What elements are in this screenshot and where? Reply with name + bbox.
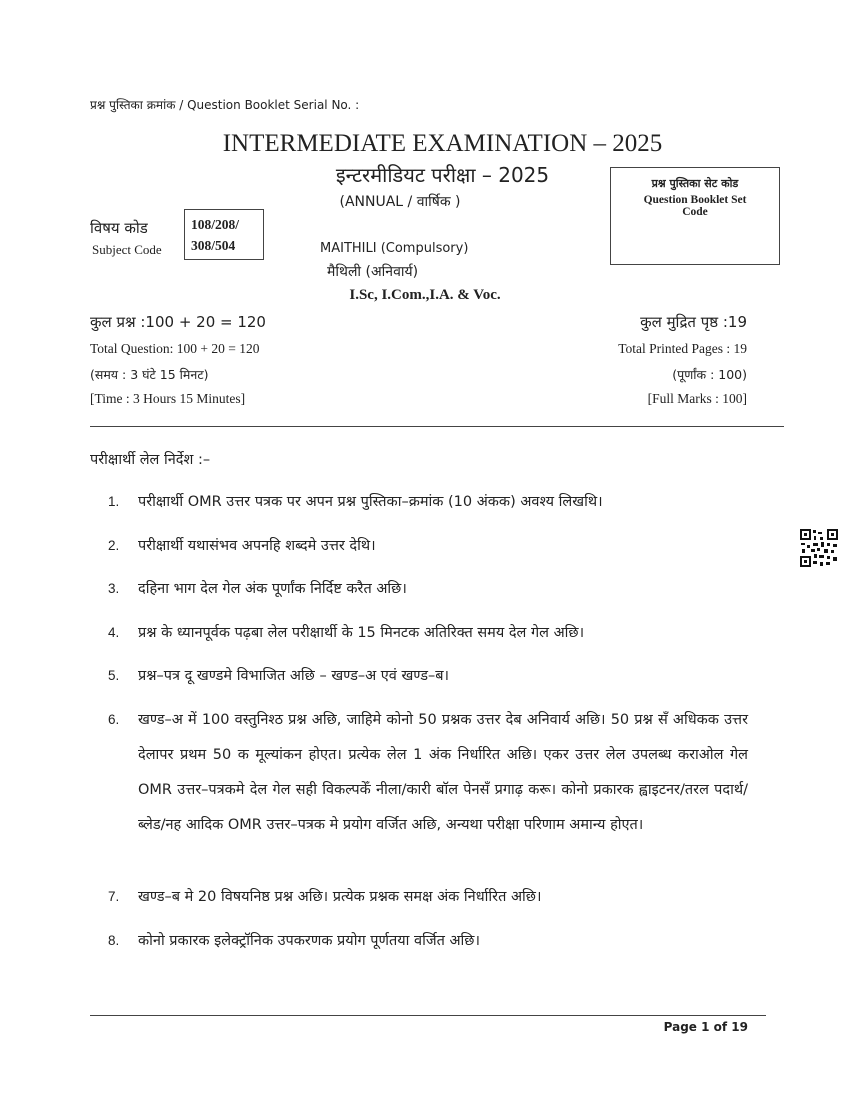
subject-code-value-line2: 308/504	[191, 238, 236, 253]
time-english: [Time : 3 Hours 15 Minutes]	[90, 391, 246, 406]
subject-code-box	[184, 209, 264, 260]
instruction-number: 2.	[108, 538, 120, 553]
time-hindi: (समय : 3 घंटे 15 मिनट)	[90, 367, 209, 382]
stream-list: I.Sc, I.Com.,I.A. & Voc.	[349, 287, 501, 303]
instruction-text: खण्ड–अ में 100 वस्तुनिश्ठ प्रश्न अछि, जाहिमे कोनो 50 प्रश्नक उत्तर देब अनिवार्य अछि। 50 प्रश्न सँ अधिकक उत्तर देलापर प्रथम 50 क मूल्यांकन होएत। प्रत्येक लेल 1 अंक निर्धारित अछि। एकर उत्तर लेल उपलब्ध कराओल गेल OMR उत्तर–पत्रकमे देल गेल सही विकल्पकेँ नीला/कारी बॉल पेनसँ प्रगाढ़ करू। कोनो प्रकारक ह्वाइटनर/तरल पदार्थ/ब्लेड/नह आदिक OMR उत्तर–पत्रक मे प्रयोग वर्जित अछि, अन्यथा परीक्षा परिणाम अमान्य होएत।	[138, 712, 748, 833]
full-marks-english: [Full Marks : 100]	[647, 391, 747, 406]
subject-name-hindi: मैथिली (अनिवार्य)	[327, 264, 419, 280]
instruction-number: 8.	[108, 933, 120, 948]
instruction-text: खण्ड–ब मे 20 विषयनिष्ठ प्रश्न अछि। प्रत्येक प्रश्नक समक्ष अंक निर्धारित अछि।	[138, 889, 542, 905]
header-divider	[90, 426, 784, 427]
total-pages-hindi: कुल मुद्रित पृष्ठ :19	[640, 313, 747, 331]
instruction-number: 4.	[108, 625, 120, 640]
total-questions-english: Total Question: 100 + 20 = 120	[90, 341, 260, 356]
instruction-text: परीक्षार्थी OMR उत्तर पत्रक पर अपन प्रश्न पुस्तिका–क्रमांक (10 अंकक) अवश्य लिखथि।	[138, 494, 603, 510]
instruction-number: 7.	[108, 889, 120, 904]
exam-type: (ANNUAL / वार्षिक )	[339, 194, 461, 210]
subject-code-label-english: Subject Code	[92, 242, 162, 257]
full-marks-hindi: (पूर्णांक : 100)	[672, 367, 747, 382]
instruction-text: प्रश्न–पत्र दू खण्डमे विभाजित अछि – खण्ड–अ एवं खण्ड–ब।	[138, 668, 449, 684]
exam-title-english: INTERMEDIATE EXAMINATION – 2025	[222, 130, 663, 157]
total-pages-english: Total Printed Pages : 19	[618, 341, 747, 356]
set-code-label-hindi: प्रश्न पुस्तिका सेट कोड	[651, 177, 739, 190]
subject-code-label-hindi: विषय कोड	[90, 219, 148, 237]
set-code-box	[610, 167, 780, 265]
instruction-number: 5.	[108, 668, 120, 683]
instruction-text: कोनो प्रकारक इलेक्ट्रॉनिक उपकरणक प्रयोग पूर्णतया वर्जित अछि।	[138, 933, 480, 949]
exam-title-hindi: इन्टरमीडियट परीक्षा – 2025	[335, 163, 550, 187]
serial-number-label: प्रश्न पुस्तिका क्रमांक / Question Booklet Serial No. :	[90, 98, 360, 112]
instructions-title: परीक्षार्थी लेल निर्देश :–	[90, 452, 211, 468]
instruction-text: दहिना भाग देल गेल अंक पूर्णांक निर्दिष्ट करैत अछि।	[138, 581, 407, 597]
instruction-number: 6.	[108, 712, 120, 727]
subject-code-value-line1: 108/208/	[191, 217, 240, 232]
instruction-number: 3.	[108, 581, 120, 596]
footer-divider	[90, 1015, 766, 1016]
set-code-label-english: Question Booklet Set Code	[643, 194, 747, 218]
page-number: Page 1 of 19	[663, 1020, 748, 1034]
qr-code-icon	[799, 528, 839, 568]
instruction-text: परीक्षार्थी यथासंभव अपनहि शब्दमे उत्तर देथि।	[138, 538, 376, 554]
instruction-number: 1.	[108, 494, 120, 509]
instruction-text: प्रश्न के ध्यानपूर्वक पढ़बा लेल परीक्षार्थी के 15 मिनटक अतिरिक्त समय देल गेल अछि।	[138, 625, 585, 641]
total-questions-hindi: कुल प्रश्न :100 + 20 = 120	[90, 313, 266, 331]
subject-name-english: MAITHILI (Compulsory)	[320, 241, 469, 256]
